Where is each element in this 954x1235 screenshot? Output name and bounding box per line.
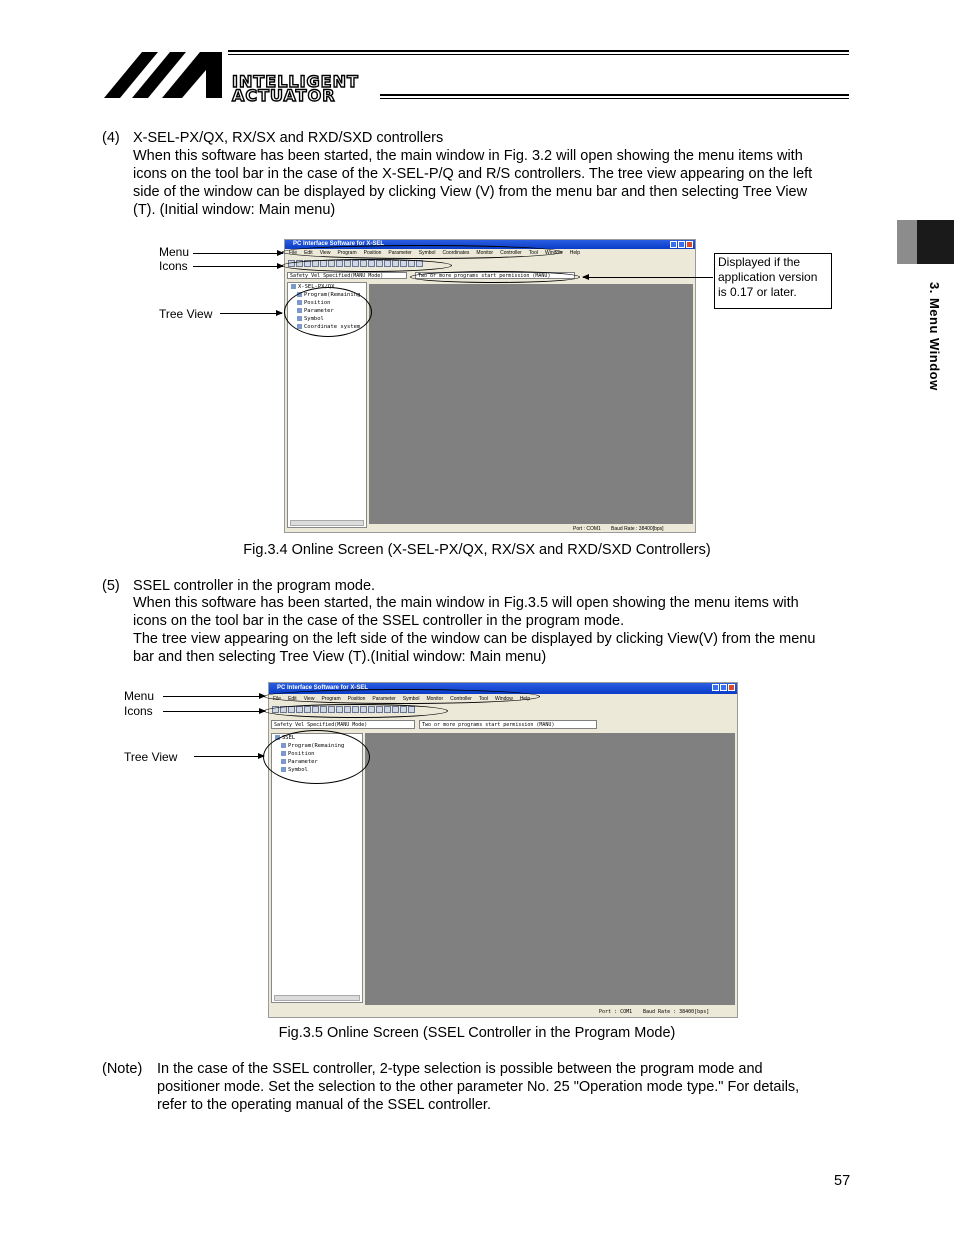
fig1-caption: Fig.3.4 Online Screen (X-SEL-PX/QX, RX/SX and RXD/SXD Controllers) <box>243 542 711 558</box>
section4-line: side of the window can be displayed by clicking View (V) from the menu bar and then selecting Tree View <box>133 184 808 200</box>
menu-item: Program <box>337 250 357 256</box>
logo-mark-icon <box>104 50 224 100</box>
menu-item: Program <box>321 696 341 702</box>
menu-item: Window <box>544 250 563 256</box>
note-label: (Note) <box>102 1061 143 1077</box>
section4-line: (T). (Initial window: Main menu) <box>133 202 336 218</box>
fig1-status-baud: Baud Rate : 38400[bps] <box>611 526 664 532</box>
side-tab-label: 3. Menu Window <box>927 282 942 391</box>
fig1-status-port: Port : COM1 <box>573 526 601 532</box>
menu-item: Monitor <box>476 250 494 256</box>
tree-view-arrow-icon <box>220 313 282 314</box>
fig2-start-permission-combo: Two or more programs start permission (MANU) <box>419 720 597 729</box>
section5-heading: SSEL controller in the program mode. <box>133 578 376 594</box>
minimize-icon <box>670 241 677 248</box>
close-icon <box>728 684 735 691</box>
section4-number: (4) <box>102 130 120 146</box>
menu-arrow-icon <box>193 253 283 254</box>
fig2-caption: Fig.3.5 Online Screen (SSEL Controller in the Program Mode) <box>278 1025 676 1041</box>
section5-line: The tree view appearing on the left side of the window can be displayed by clicking View(V) from the menu <box>133 631 816 647</box>
tree-scrollbar <box>290 520 364 526</box>
fig1-window-buttons <box>670 241 693 248</box>
fig1-screenshot <box>284 239 696 533</box>
menu-item: Monitor <box>426 696 444 702</box>
version-callout <box>714 253 832 309</box>
maximize-icon <box>678 241 685 248</box>
controller-icon <box>291 284 296 289</box>
side-tab-gray <box>897 220 917 264</box>
menu-item: File <box>273 696 282 702</box>
note-line: positioner mode. Set the selection to the other parameter No. 25 "Operation mode type." For details, <box>157 1079 800 1095</box>
menu-item: Help <box>569 250 581 256</box>
menu-item: Parameter <box>372 696 396 702</box>
icons-arrow-icon <box>163 711 265 712</box>
section5-line: bar and then selecting Tree View (T).(Initial window: Main menu) <box>133 649 547 665</box>
tree-item: Position <box>272 750 362 758</box>
section4-line: icons on the tool bar in the case of the X-SEL-P/Q and R/S controllers. The tree view appearing on the left <box>133 166 813 182</box>
menu-item: Controller <box>500 250 522 256</box>
fig1-icons-label: Icons <box>159 259 188 273</box>
fig1-start-permission-combo: Two or more programs start permission (MANU) <box>415 272 575 279</box>
tree-highlight-ellipse <box>284 287 372 337</box>
close-icon <box>686 241 693 248</box>
icons-highlight-ellipse <box>264 704 448 718</box>
menu-highlight-ellipse <box>282 245 562 259</box>
tree-highlight-ellipse <box>263 730 370 784</box>
tree-item: Position <box>288 299 366 307</box>
fig1-tree-view-label: Tree View <box>159 307 213 321</box>
note-line: refer to the operating manual of the SSEL controller. <box>157 1097 491 1113</box>
fig2-menu-label: Menu <box>124 689 155 703</box>
callout-line: application version <box>718 270 818 284</box>
section4-heading: X-SEL-PX/QX, RX/SX and RXD/SXD controllers <box>133 130 444 146</box>
menu-item: Window <box>495 696 513 702</box>
fig1-title-bar: PC Interface Software for X-SEL <box>285 240 695 249</box>
tree-item: Symbol <box>272 766 362 774</box>
fig1-safety-combo: Safety Vel Specified(MANU Mode) <box>287 272 407 279</box>
fig2-status-baud: Baud Rate : 38400[bps] <box>643 1009 710 1015</box>
combo-highlight-ellipse <box>410 271 580 283</box>
menu-item: File <box>289 250 298 256</box>
fig2-status-port: Port : COM1 <box>599 1009 633 1015</box>
logo-line1: INTELLIGENT <box>232 72 359 91</box>
side-tab-black <box>917 220 954 264</box>
menu-item: Tool <box>478 696 489 702</box>
section5-number: (5) <box>102 578 120 594</box>
tree-item: Program(Remaining <box>272 742 362 750</box>
fig2-workspace <box>365 733 735 1005</box>
menu-item: Parameter <box>388 250 412 256</box>
fig1-workspace <box>369 284 693 524</box>
note-line: In the case of the SSEL controller, 2-type selection is possible between the program mode and <box>157 1061 763 1077</box>
menu-item: Edit <box>288 696 297 702</box>
minimize-icon <box>712 684 719 691</box>
fig1-menu-label: Menu <box>159 245 190 259</box>
callout-line: is 0.17 or later. <box>718 285 797 299</box>
tree-scrollbar <box>274 995 360 1001</box>
callout-arrow-icon <box>583 277 713 278</box>
tree-item: SSEL <box>272 734 362 742</box>
callout-line: Displayed if the <box>718 255 801 269</box>
section5-line: When this software has been started, the main window in Fig.3.5 will open showing the menu items with <box>133 595 799 611</box>
tree-item: Coordinate system <box>288 323 366 331</box>
menu-item: Symbol <box>402 696 420 702</box>
menu-item: Edit <box>304 250 313 256</box>
page-number: 57 <box>834 1173 851 1189</box>
menu-item: Help <box>519 696 531 702</box>
fig2-tree-view-label: Tree View <box>124 750 178 764</box>
menu-highlight-ellipse <box>264 689 540 704</box>
menu-item: Tool <box>528 250 538 256</box>
menu-item: Position <box>347 696 366 702</box>
menu-item: Coordinates <box>442 250 470 256</box>
maximize-icon <box>720 684 727 691</box>
tree-item: Parameter <box>272 758 362 766</box>
section4-line: When this software has been started, the main window in Fig. 3.2 will open showing the menu items with <box>133 148 803 164</box>
menu-item: Position <box>363 250 382 256</box>
fig2-window-buttons <box>712 684 735 691</box>
tree-item: Symbol <box>288 315 366 323</box>
tree-item: X-SEL-PX/QX <box>288 283 366 291</box>
icons-highlight-ellipse <box>282 259 452 272</box>
fig2-icons-label: Icons <box>124 704 153 718</box>
menu-arrow-icon <box>163 696 265 697</box>
logo-line2: ACTUATOR <box>232 86 336 105</box>
menu-item: View <box>319 250 331 256</box>
menu-item: Controller <box>450 696 472 702</box>
tree-item: Program(Remaining <box>288 291 366 299</box>
icons-arrow-icon <box>193 266 283 267</box>
fig2-title-bar: PC Interface Software for X-SEL <box>269 683 737 694</box>
fig2-safety-combo: Safety Vel Specified(MANU Mode) <box>271 720 415 729</box>
menu-item: Symbol <box>418 250 436 256</box>
fig2-combo-bar <box>269 718 737 730</box>
section5-line: icons on the tool bar in the case of the SSEL controller in the program mode. <box>133 613 625 629</box>
tree-view-arrow-icon <box>194 756 264 757</box>
tree-item: Parameter <box>288 307 366 315</box>
menu-item: View <box>303 696 315 702</box>
